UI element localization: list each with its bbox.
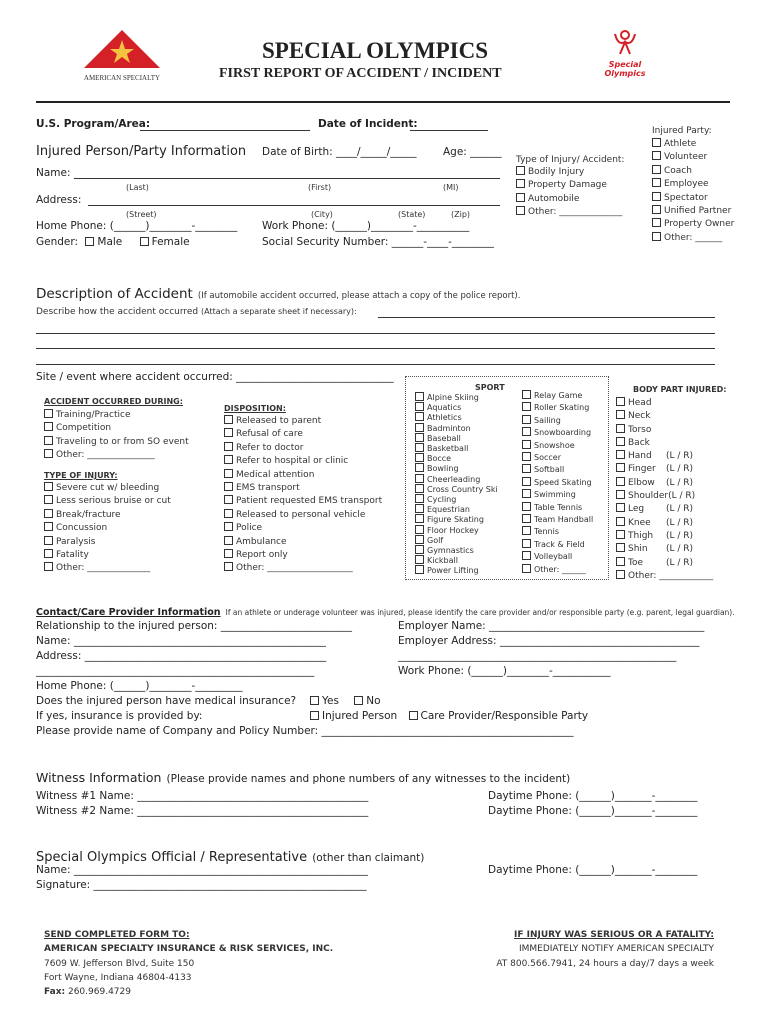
checkbox[interactable] [415, 484, 424, 493]
body-part-name: Head [628, 398, 652, 408]
body-part-side: (L / R) [666, 504, 694, 515]
sport-tennis[interactable]: Tennis [522, 526, 593, 538]
body-part-side: (L / R) [666, 464, 694, 475]
body-part-name: Toe [628, 557, 644, 568]
program-area-label: U.S. Program/Area: [36, 118, 151, 130]
sport-col2 [522, 390, 593, 576]
body-part-item[interactable] [616, 503, 713, 516]
body-part-name: Elbow [628, 477, 655, 488]
date-of-incident-field[interactable] [410, 130, 488, 131]
checkbox[interactable] [44, 422, 53, 431]
injured-party-list [652, 138, 734, 245]
address-state-caption: (State) [398, 210, 426, 219]
checkbox[interactable] [224, 415, 233, 424]
body-part-item[interactable] [616, 557, 713, 570]
occurred-training[interactable]: Training/Practice [44, 409, 189, 422]
provided-injured-person-label: Injured Person [322, 710, 398, 722]
checkbox[interactable] [516, 179, 525, 188]
name-mi-caption: (MI) [443, 183, 459, 192]
sport-athletics[interactable]: Athletics [415, 413, 498, 423]
checkbox[interactable] [224, 522, 233, 531]
checkbox[interactable] [522, 526, 531, 535]
body-part-name: Thigh [628, 530, 654, 541]
witness-1-field[interactable]: Witness #1 Name: ____________________________________________ [36, 790, 369, 802]
injury-fatality[interactable]: Fatality [44, 549, 171, 562]
type-of-injury-label: TYPE OF INJURY: [44, 471, 118, 480]
injured-party-unified-partner[interactable]: Unified Partner [652, 205, 734, 218]
injured-party-label: Injured Party: [652, 126, 712, 136]
body-part-item[interactable] [616, 570, 713, 583]
checkbox[interactable] [522, 452, 531, 461]
employer-name-field[interactable]: Employer Name: _________________________________________ [398, 620, 705, 632]
disposition-list [224, 415, 382, 576]
gender-row [36, 236, 190, 248]
disposition-refer-doctor[interactable]: Refer to doctor [224, 442, 382, 455]
checkbox[interactable] [516, 206, 525, 215]
checkbox[interactable] [522, 477, 531, 486]
body-part-item[interactable] [616, 437, 713, 450]
official-phone-field[interactable]: Daytime Phone: (______)_______-________ [488, 864, 698, 876]
checkbox[interactable] [522, 427, 531, 436]
injured-party-other[interactable]: Other: ______ [652, 232, 734, 245]
checkbox[interactable] [616, 543, 625, 552]
sport-alpine-skiing[interactable]: Alpine Skiing [415, 393, 498, 403]
accident-occurred-label: ACCIDENT OCCURRED DURING: [44, 397, 183, 406]
relationship-field[interactable]: Relationship to the injured person: _________________________ [36, 620, 353, 632]
checkbox[interactable] [224, 442, 233, 451]
contact-address-field[interactable]: Address: ______________________________________________ [36, 650, 327, 662]
disposition-released-parent[interactable]: Released to parent [224, 415, 382, 428]
program-area-field[interactable] [140, 130, 310, 131]
checkbox[interactable] [415, 402, 424, 411]
body-part-side: (L / R) [668, 491, 696, 502]
home-phone-field[interactable]: Home Phone: (______)________-________ [36, 220, 238, 232]
checkbox[interactable] [44, 409, 53, 418]
body-part-name: Torso [628, 424, 652, 435]
injury-concussion[interactable]: Concussion [44, 522, 171, 535]
injured-party-athlete[interactable]: Athlete [652, 138, 734, 151]
checkbox[interactable] [415, 412, 424, 421]
checkbox[interactable] [616, 570, 625, 579]
body-part-name: Finger [628, 464, 656, 475]
checkbox[interactable] [516, 193, 525, 202]
contact-title: Contact/Care Provider Information [36, 607, 221, 618]
body-part-item[interactable] [616, 424, 713, 437]
checkbox[interactable] [616, 530, 625, 539]
provided-care-provider-label: Care Provider/Responsible Party [420, 710, 589, 722]
body-part-side: (L / R) [666, 451, 694, 462]
checkbox[interactable] [652, 232, 661, 241]
page-title: SPECIAL OLYMPICS [262, 38, 489, 63]
serious-label: IF INJURY WAS SERIOUS OR A FATALITY: [514, 930, 714, 940]
special-olympics-logo-text: Special Olympics [604, 60, 646, 78]
checkbox[interactable] [415, 545, 424, 554]
checkbox[interactable] [522, 390, 531, 399]
checkbox[interactable] [652, 218, 661, 227]
checkbox[interactable] [616, 557, 625, 566]
disposition-label: DISPOSITION: [224, 404, 286, 413]
checkbox[interactable] [415, 535, 424, 544]
body-part-name: Hand [628, 451, 652, 462]
checkbox[interactable] [415, 392, 424, 401]
checkbox[interactable] [44, 495, 53, 504]
sport-soccer[interactable]: Soccer [522, 452, 593, 464]
injured-party-coach[interactable]: Coach [652, 165, 734, 178]
checkbox[interactable] [224, 562, 233, 571]
checkbox[interactable] [616, 410, 625, 419]
notify-phone: AT 800.566.7941, 24 hours a day/7 days a week [496, 959, 714, 969]
sport-speed-skating[interactable]: Speed Skating [522, 477, 593, 489]
disposition-other[interactable]: Other: ___________________ [224, 562, 382, 575]
disposition-personal-vehicle[interactable]: Released to personal vehicle [224, 509, 382, 522]
sport-team-handball[interactable]: Team Handball [522, 514, 593, 526]
disposition-patient-ems[interactable]: Patient requested EMS transport [224, 495, 382, 508]
description-line-3[interactable] [36, 348, 715, 349]
injured-person-section-title: Injured Person/Party Information [36, 144, 247, 159]
checkbox[interactable] [44, 509, 53, 518]
special-olympics-figure-icon [610, 28, 640, 56]
checkbox[interactable] [652, 151, 661, 160]
sport-bocce[interactable]: Bocce [415, 454, 498, 464]
insurance-yes-checkbox[interactable] [310, 696, 319, 705]
sport-volleyball[interactable]: Volleyball [522, 551, 593, 563]
checkbox[interactable] [652, 192, 661, 201]
body-part-list [616, 397, 713, 583]
body-part-name: Leg [628, 504, 645, 515]
contact-name-field[interactable]: Name: ________________________________________________ [36, 635, 326, 647]
american-specialty-logo-text: AMERICAN SPECIALTY [83, 74, 161, 82]
name-field[interactable] [74, 178, 500, 179]
body-part-name: Shoulder [628, 491, 669, 502]
contact-home-phone-field[interactable]: Home Phone: (______)________-_________ [36, 680, 243, 692]
site-event-field[interactable]: Site / event where accident occurred: ______________________________ [36, 371, 394, 383]
checkbox[interactable] [616, 463, 625, 472]
official-name-field[interactable]: Name: ________________________________________________________ [36, 864, 368, 876]
fax-number: 260.969.4729 [67, 987, 131, 997]
name-first-caption: (First) [308, 183, 332, 192]
contact-address-line-2[interactable]: _____________________________________________________ [36, 665, 315, 677]
checkbox[interactable] [44, 536, 53, 545]
body-part-side: (L / R) [666, 557, 694, 568]
body-part-name: Shin [628, 544, 648, 555]
type-of-accident-label: Type of Injury/ Accident: [516, 155, 625, 165]
insurance-no-checkbox[interactable] [354, 696, 363, 705]
date-of-birth-field[interactable]: Date of Birth: ____/_____/_____ [262, 146, 417, 158]
description-line-4[interactable] [36, 364, 715, 365]
accident-bodily-injury[interactable]: Bodily Injury [516, 166, 622, 179]
disposition-police[interactable]: Police [224, 522, 382, 535]
injured-party-employee[interactable]: Employee [652, 178, 734, 191]
insurance-yes-no [310, 695, 381, 707]
star-triangle-icon [78, 28, 166, 70]
checkbox[interactable] [415, 423, 424, 432]
checkbox[interactable] [616, 477, 625, 486]
sport-label: SPORT [475, 383, 505, 392]
checkbox[interactable] [616, 490, 625, 499]
checkbox[interactable] [616, 397, 625, 406]
official-note: (other than claimant) [312, 852, 425, 864]
witness-row [36, 767, 570, 786]
checkbox[interactable] [652, 138, 661, 147]
checkbox[interactable] [415, 565, 424, 574]
disposition-medical-attention[interactable]: Medical attention [224, 469, 382, 482]
occurred-other[interactable]: Other: _______________ [44, 449, 189, 462]
checkbox[interactable] [522, 564, 531, 573]
sport-badminton[interactable]: Badminton [415, 424, 498, 434]
witness-note: (Please provide names and phone numbers of any witnesses to the incident) [166, 773, 571, 785]
checkbox[interactable] [44, 482, 53, 491]
special-olympics-logo [600, 28, 650, 80]
checkbox[interactable] [224, 469, 233, 478]
checkbox[interactable] [616, 450, 625, 459]
name-label: Name: [36, 167, 71, 179]
checkbox[interactable] [224, 482, 233, 491]
disposition-refusal[interactable]: Refusal of care [224, 428, 382, 441]
checkbox[interactable] [224, 495, 233, 504]
sport-floor-hockey[interactable]: Floor Hockey [415, 526, 498, 536]
insurance-no-label: No [366, 695, 381, 707]
type-of-accident-list [516, 166, 622, 220]
sport-equestrian[interactable]: Equestrian [415, 505, 498, 515]
gender-label: Gender: [36, 236, 79, 248]
gender-female-checkbox[interactable] [140, 237, 149, 246]
injury-other[interactable]: Other: ______________ [44, 562, 171, 575]
checkbox[interactable] [224, 536, 233, 545]
describe-row [36, 307, 357, 317]
footer-fax-row [44, 987, 131, 997]
sport-relay-game[interactable]: Relay Game [522, 390, 593, 402]
contact-work-phone-field[interactable]: Work Phone: (______)________-___________ [398, 665, 611, 677]
checkbox[interactable] [44, 549, 53, 558]
footer-address-1: 7609 W. Jefferson Blvd, Suite 150 [44, 959, 195, 969]
body-part-item[interactable] [616, 397, 713, 410]
sport-bowling[interactable]: Bowling [415, 464, 498, 474]
checkbox[interactable] [522, 464, 531, 473]
age-field[interactable]: Age: ______ [443, 146, 502, 158]
checkbox[interactable] [44, 522, 53, 531]
checkbox[interactable] [415, 525, 424, 534]
insurance-question: Does the injured person have medical insurance? [36, 695, 297, 707]
gender-male-label: Male [97, 236, 123, 248]
injured-party-property-owner[interactable]: Property Owner [652, 218, 734, 231]
sport-kickball[interactable]: Kickball [415, 556, 498, 566]
disposition-ems-transport[interactable]: EMS transport [224, 482, 382, 495]
checkbox[interactable] [415, 514, 424, 523]
describe-label: Describe how the accident occurred [36, 307, 199, 317]
description-row [36, 283, 520, 302]
checkbox[interactable] [522, 539, 531, 548]
body-part-item[interactable] [616, 490, 713, 503]
checkbox[interactable] [415, 504, 424, 513]
sport-sailing[interactable]: Sailing [522, 415, 593, 427]
checkbox[interactable] [616, 503, 625, 512]
sport-power-lifting[interactable]: Power Lifting [415, 566, 498, 576]
witness-2-phone-field[interactable]: Daytime Phone: (______)_______-________ [488, 805, 698, 817]
checkbox[interactable] [224, 455, 233, 464]
body-part-label: BODY PART INJURED: [633, 385, 727, 394]
checkbox[interactable] [652, 165, 661, 174]
sport-cheerleading[interactable]: Cheerleading [415, 475, 498, 485]
official-row [36, 846, 424, 865]
employer-address-field[interactable]: Employer Address: ______________________________________ [398, 635, 700, 647]
body-part-item[interactable] [616, 517, 713, 530]
address-label: Address: [36, 194, 82, 206]
contact-row [36, 600, 735, 619]
address-city-caption: (City) [311, 210, 333, 219]
date-of-incident-label: Date of Incident: [318, 118, 418, 130]
sport-roller-skating[interactable]: Roller Skating [522, 402, 593, 414]
sport-golf[interactable]: Golf [415, 536, 498, 546]
contact-note: If an athlete or underage volunteer was injured, please identify the care provider and/or responsible party (e.g. parent, legal guardian). [225, 608, 735, 617]
sport-baseball[interactable]: Baseball [415, 434, 498, 444]
checkbox[interactable] [415, 494, 424, 503]
witness-1-phone-field[interactable]: Daytime Phone: (______)_______-________ [488, 790, 698, 802]
checkbox[interactable] [522, 502, 531, 511]
body-part-item[interactable] [616, 450, 713, 463]
body-part-name: Knee [628, 517, 651, 528]
sport-aquatics[interactable]: Aquatics [415, 403, 498, 413]
checkbox[interactable] [224, 549, 233, 558]
body-part-side: (L / R) [666, 517, 694, 528]
sport-track-field[interactable]: Track & Field [522, 539, 593, 551]
checkbox[interactable] [415, 453, 424, 462]
description-line-2[interactable] [36, 333, 715, 334]
gender-female-label: Female [151, 236, 190, 248]
description-title: Description of Accident [36, 286, 193, 302]
injury-severe-cut[interactable]: Severe cut w/ bleeding [44, 482, 171, 495]
sport-softball[interactable]: Softball [522, 464, 593, 476]
checkbox[interactable] [44, 436, 53, 445]
sport-figure-skating[interactable]: Figure Skating [415, 515, 498, 525]
work-phone-field[interactable]: Work Phone: (______)________-__________ [262, 220, 470, 232]
sport-other[interactable]: Other: ______ [522, 564, 593, 576]
name-last-caption: (Last) [126, 183, 149, 192]
disposition-refer-hospital[interactable]: Refer to hospital or clinic [224, 455, 382, 468]
checkbox[interactable] [616, 424, 625, 433]
disposition-ambulance[interactable]: Ambulance [224, 536, 382, 549]
body-part-side: (L / R) [666, 530, 694, 541]
notify-text: IMMEDIATELY NOTIFY AMERICAN SPECIALTY [518, 944, 714, 954]
body-part-item[interactable] [616, 477, 713, 490]
type-of-injury-list [44, 482, 171, 576]
official-signature-field[interactable]: Signature: ____________________________________________________ [36, 879, 367, 891]
address-street-caption: (Street) [126, 210, 157, 219]
body-part-item[interactable] [616, 543, 713, 556]
checkbox[interactable] [44, 562, 53, 571]
checkbox[interactable] [415, 555, 424, 564]
checkbox[interactable] [415, 463, 424, 472]
ssn-field[interactable]: Social Security Number: ______-____-________ [262, 236, 494, 248]
insurance-provided-by-label: If yes, insurance is provided by: [36, 710, 203, 722]
sport-snowboarding[interactable]: Snowboarding [522, 427, 593, 439]
insurance-provided-by-options [310, 710, 588, 722]
body-part-item[interactable] [616, 530, 713, 543]
body-part-name: Back [628, 437, 650, 448]
checkbox[interactable] [522, 440, 531, 449]
body-part-side: (L / R) [666, 477, 694, 488]
sport-gymnastics[interactable]: Gymnastics [415, 546, 498, 556]
footer-address-2: Fort Wayne, Indiana 46804-4133 [44, 973, 192, 983]
gender-male-checkbox[interactable] [85, 237, 94, 246]
witness-title: Witness Information [36, 770, 162, 785]
witness-2-field[interactable]: Witness #2 Name: ____________________________________________ [36, 805, 369, 817]
accident-automobile[interactable]: Automobile [516, 193, 622, 206]
body-part-item[interactable] [616, 410, 713, 423]
sport-col1 [415, 393, 498, 577]
checkbox[interactable] [522, 402, 531, 411]
accident-other[interactable]: Other: ______________ [516, 206, 622, 219]
checkbox[interactable] [522, 551, 531, 560]
description-line-1[interactable] [378, 317, 715, 318]
checkbox[interactable] [44, 449, 53, 458]
footer-company: AMERICAN SPECIALTY INSURANCE & RISK SERVICES, INC. [44, 944, 334, 954]
checkbox[interactable] [516, 166, 525, 175]
describe-note: (Attach a separate sheet if necessary): [201, 307, 357, 316]
injured-party-spectator[interactable]: Spectator [652, 192, 734, 205]
checkbox[interactable] [415, 433, 424, 442]
injury-paralysis[interactable]: Paralysis [44, 536, 171, 549]
body-part-name: Neck [628, 411, 651, 422]
accident-occurred-list [44, 409, 189, 463]
checkbox[interactable] [652, 178, 661, 187]
fax-label: Fax: [44, 987, 66, 997]
disposition-report-only[interactable]: Report only [224, 549, 382, 562]
checkbox[interactable] [616, 437, 625, 446]
address-zip-caption: (Zip) [451, 210, 471, 219]
provided-care-provider-checkbox[interactable] [409, 711, 418, 720]
body-part-name: Other: ____________ [628, 570, 714, 581]
send-to-label: SEND COMPLETED FORM TO: [44, 930, 190, 940]
occurred-traveling[interactable]: Traveling to or from SO event [44, 436, 189, 449]
accident-property-damage[interactable]: Property Damage [516, 179, 622, 192]
sport-snowshoe[interactable]: Snowshoe [522, 440, 593, 452]
insurance-yes-label: Yes [322, 695, 339, 707]
sport-cross-country-ski[interactable]: Cross Country Ski [415, 485, 498, 495]
page-subtitle: FIRST REPORT OF ACCIDENT / INCIDENT [219, 66, 502, 81]
injury-less-serious[interactable]: Less serious bruise or cut [44, 495, 171, 508]
checkbox[interactable] [224, 509, 233, 518]
injured-party-volunteer[interactable]: Volunteer [652, 151, 734, 164]
policy-field[interactable]: Please provide name of Company and Policy Number: ________________________________________________ [36, 725, 574, 737]
checkbox[interactable] [652, 205, 661, 214]
checkbox[interactable] [522, 489, 531, 498]
checkbox[interactable] [616, 517, 625, 526]
description-note: (If automobile accident occurred, please attach a copy of the police report). [197, 291, 521, 301]
employer-address-line-2[interactable]: _____________________________________________________ [398, 650, 677, 662]
american-specialty-logo [78, 28, 166, 80]
injury-break-fracture[interactable]: Break/fracture [44, 509, 171, 522]
checkbox[interactable] [224, 428, 233, 437]
checkbox[interactable] [415, 443, 424, 452]
sport-basketball[interactable]: Basketball [415, 444, 498, 454]
sport-swimming[interactable]: Swimming [522, 489, 593, 501]
official-title: Special Olympics Official / Representative [36, 850, 308, 865]
checkbox[interactable] [522, 514, 531, 523]
provided-injured-person-checkbox[interactable] [310, 711, 319, 720]
occurred-competition[interactable]: Competition [44, 422, 189, 435]
body-part-item[interactable] [616, 463, 713, 476]
body-part-side: (L / R) [666, 544, 694, 555]
checkbox[interactable] [522, 415, 531, 424]
sport-cycling[interactable]: Cycling [415, 495, 498, 505]
sport-table-tennis[interactable]: Table Tennis [522, 502, 593, 514]
address-field[interactable] [88, 205, 500, 206]
checkbox[interactable] [415, 474, 424, 483]
